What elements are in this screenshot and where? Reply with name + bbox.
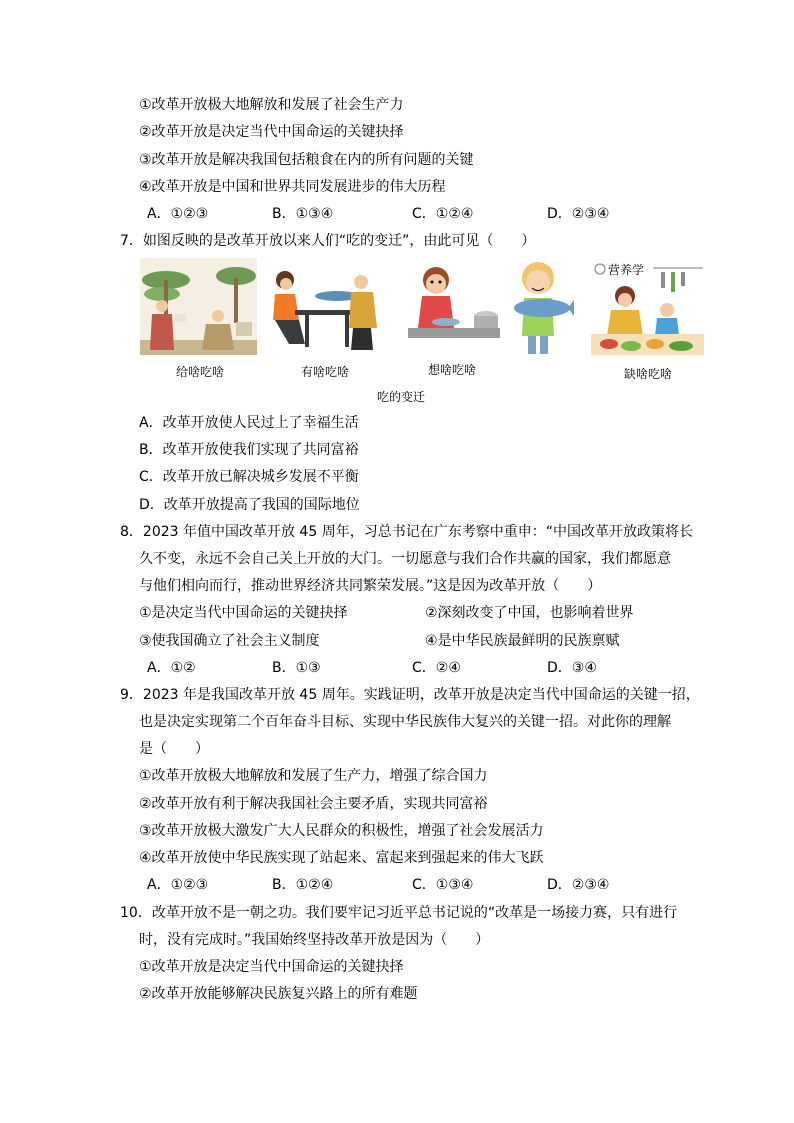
q9-option-a[interactable]: A．①②③ [147,877,209,893]
picture-person-holding-fish [508,258,574,358]
q7-option-c[interactable]: C．改革开放已解决城乡发展不平衡 [139,469,359,485]
picture-ancient-scene [140,258,257,355]
q9-statement-1: ①改革开放极大地解放和发展了生产力，增强了综合国力 [139,768,488,784]
q7-option-b[interactable]: B．改革开放使我们实现了共同富裕 [139,442,359,458]
q8-statement-3: ③使我国确立了社会主义制度 [139,633,320,649]
q8-stem-line-1: 8．2023 年值中国改革开放 45 周年，习总书记在广东考察中重申：“中国改革开放政策将长 [120,524,693,540]
q9-stem-line-2: 也是决定实现第二个百年奋斗目标、实现中华民族伟大复兴的关键一招。对此你的理解 [139,714,671,730]
caption-1: 给啥吃啥 [176,365,225,379]
q8-option-d[interactable]: D．③④ [547,660,597,676]
q8-option-c[interactable]: C．②④ [412,660,461,676]
q8-statement-2: ②深刻改变了中国，也影响着世界 [425,605,634,621]
figure-title: 吃的变迁 [377,390,426,404]
q6-option-a[interactable]: A．①②③ [147,206,209,222]
q7-stem: 7．如图反映的是改革开放以来人们“吃的变迁”，由此可见（ ） [120,233,536,249]
q9-statement-2: ②改革开放有利于解决我国社会主要矛盾，实现共同富裕 [139,796,488,812]
q9-stem-line-3: 是（ ） [139,741,209,757]
q10-statement-2: ②改革开放能够解决民族复兴路上的所有难题 [139,986,418,1002]
q10-statement-1: ①改革开放是决定当代中国命运的关键抉择 [139,959,404,975]
picture-nutrition-scene [591,258,704,355]
q10-stem-line-2: 时，没有完成时。”我国始终坚持改革开放是因为（ ） [139,932,490,948]
q7-option-d[interactable]: D．改革开放提高了我国的国际地位 [139,497,360,513]
q8-stem-line-3: 与他们相向而行，推动世界经济共同繁荣发展。”这是因为改革开放（ ） [139,578,602,594]
q6-statement-4: ④改革开放是中国和世界共同发展进步的伟大历程 [139,179,446,195]
q9-statement-3: ③改革开放极大激发广大人民群众的积极性，增强了社会发展活力 [139,823,544,839]
caption-3: 想啥吃啥 [428,363,477,377]
picture-restaurant-scene [265,258,385,355]
q6-option-c[interactable]: C．①②④ [412,206,474,222]
q6-option-d[interactable]: D．②③④ [547,206,610,222]
caption-2: 有啥吃啥 [301,365,350,379]
q6-statement-2: ②改革开放是决定当代中国命运的关键抉择 [139,124,404,140]
q8-option-b[interactable]: B．①③ [272,660,321,676]
q6-option-b[interactable]: B．①③④ [272,206,334,222]
q9-option-c[interactable]: C．①③④ [412,877,474,893]
q8-statement-1: ①是决定当代中国命运的关键抉择 [139,605,348,621]
q9-statement-4: ④改革开放使中华民族实现了站起来、富起来到强起来的伟大飞跃 [139,850,544,866]
q9-option-b[interactable]: B．①②④ [272,877,334,893]
q8-option-a[interactable]: A．①② [147,660,196,676]
q8-stem-line-2: 久不变，永远不会自己关上开放的大门。一切愿意与我们合作共赢的国家，我们都愿意 [139,551,671,567]
q6-statement-3: ③改革开放是解决我国包括粮食在内的所有问题的关键 [139,152,474,168]
q6-statement-1: ①改革开放极大地解放和发展了社会生产力 [139,97,404,113]
picture-cooking-scene [404,258,504,350]
q9-stem-line-1: 9．2023 年是我国改革开放 45 周年。实践证明，改革开放是决定当代中国命运的关键一招， [120,687,700,703]
q9-option-d[interactable]: D．②③④ [547,877,610,893]
q8-statement-4: ④是中华民族最鲜明的民族禀赋 [425,633,620,649]
q7-option-a[interactable]: A．改革开放使人民过上了幸福生活 [139,415,359,431]
q10-stem-line-1: 10．改革开放不是一朝之功。我们要牢记习近平总书记说的“改革是一场接力赛，只有进行 [120,905,678,921]
caption-4: 缺啥吃啥 [624,367,673,381]
nutrition-sign-label: 营养学 [608,263,645,277]
